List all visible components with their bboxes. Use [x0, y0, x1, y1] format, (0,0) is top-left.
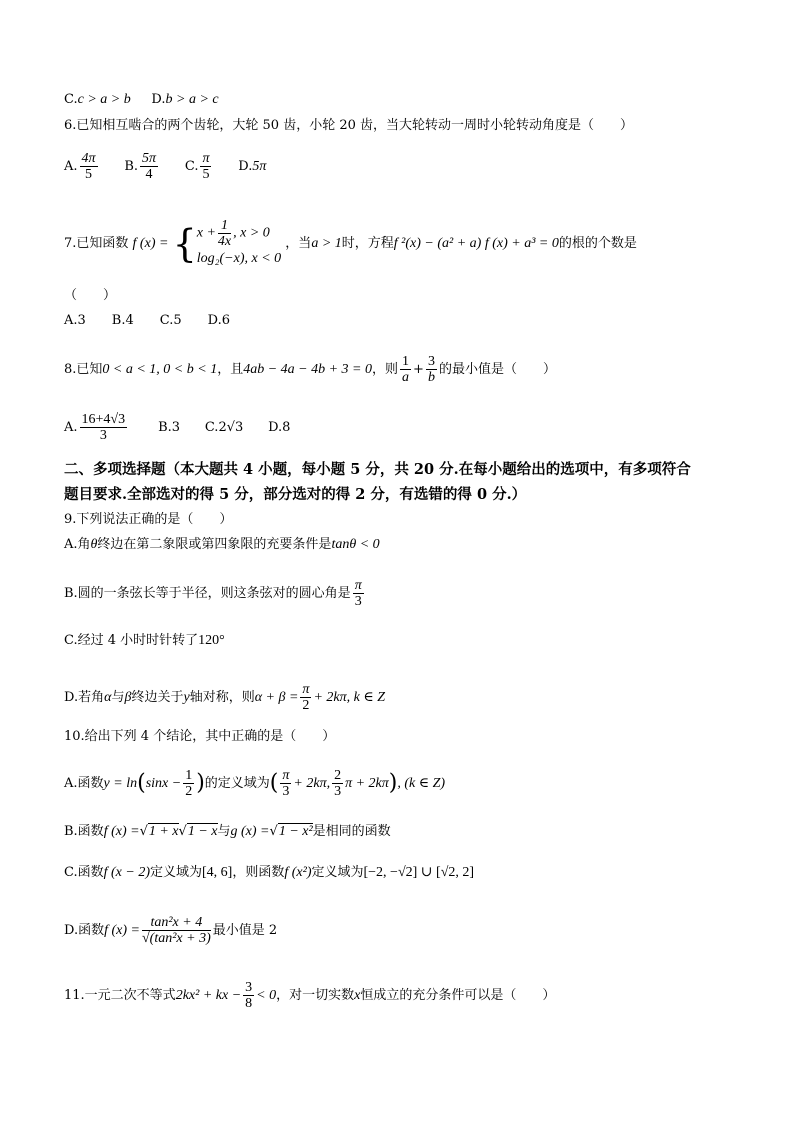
q8-c-label: C. — [204, 420, 219, 435]
q7-mid1: ，当 — [285, 236, 312, 251]
q9-option-a: A.角θ终边在第二象限或第四象限的充要条件是tanθ < 0 — [64, 537, 380, 552]
q8-plus: + — [413, 362, 424, 377]
q8-frac2: $\frac{3}{b}$ — [427, 354, 435, 385]
q6-a-frac: $\frac{4\pi}{5}$ — [81, 151, 96, 182]
q9-option-d: D.若角α与β终边关于y轴对称，则α + β = $\frac{\pi}{2}$ + 2kπ, k ∈ Z — [64, 682, 385, 713]
q7-fx: f (x) = — [132, 236, 169, 251]
q6-stem: 6.已知相互啮合的两个齿轮，大轮 50 齿，小轮 20 齿，当大轮转动一周时小轮转动角度是（ ） — [64, 118, 634, 133]
q7-tail: 的根的个数是 — [558, 236, 637, 251]
option-c-expr: c > a > b — [77, 92, 131, 107]
q8-eq: 4ab − 4a − 4b + 3 = 0 — [243, 362, 373, 377]
q10-option-b: B.函数f (x) =√1 + x√1 − x与g (x) =√1 − x²是相同的函数 — [64, 824, 391, 839]
q11-stem: 11.一元二次不等式2kx² + kx − $\frac{3}{8}$ < 0，对一切实数x恒成立的充分条件可以是（ ） — [64, 980, 556, 1011]
q9-option-c: C.经过 4 小时时针转了120° — [64, 633, 225, 648]
q7-options: A.3 B.4 C.5 D.6 — [64, 313, 230, 328]
q7-cond: a > 1 — [311, 236, 342, 251]
q8-a-frac: $\frac{16+4√3}{3}$ — [81, 412, 126, 443]
q8-tail: 的最小值是（ ） — [438, 362, 556, 377]
option-d-expr: b > a > c — [165, 92, 219, 107]
q6-d-label: D. — [238, 159, 253, 174]
option-c-label: C. — [64, 92, 78, 107]
q7-stem — [64, 218, 637, 269]
q9-option-b: B.圆的一条弦长等于半径，则这条弦对的圆心角是 $\frac{\pi}{3}$ — [64, 578, 362, 609]
option-d-label: D. — [151, 92, 166, 107]
q7-equation: f ²(x) − (a² + a) f (x) + a³ = 0 — [393, 236, 559, 251]
q7-paren: （ ） — [64, 288, 117, 303]
q10-option-a: A.函数y = ln(sinx − $\frac{1}{2}$ )的定义域为( $\frac{\pi}{3}$ + 2kπ, $\frac{2}{3}$ π + 2kπ), (k ∈ Z) — [64, 768, 446, 799]
q8-d: D.8 — [268, 420, 291, 435]
q8-mid: ，且 — [217, 362, 244, 377]
q6-a-label: A. — [64, 159, 78, 174]
q6-c-label: C. — [184, 159, 199, 174]
q7-cases: x + $\frac{1}{4x}$ , x > 0 log₂(−x), x < 0 — [196, 218, 282, 266]
q8-frac1: $\frac{1}{a}$ — [402, 354, 410, 385]
q8-b: B.3 — [158, 420, 181, 435]
q7-brace: { — [172, 221, 197, 266]
q6-c-frac: $\frac{\pi}{5}$ — [202, 151, 210, 182]
q6-d-value: 5π — [252, 159, 267, 174]
q10-stem: 10.给出下列 4 个结论，其中正确的是（ ） — [64, 729, 336, 744]
q8-lead: 8.已知 — [64, 362, 103, 377]
q8-mid2: ，则 — [372, 362, 399, 377]
section-heading-line1: 二、多项选择题（本大题共 4 小题，每小题 5 分，共 20 分.在每小题给出的选项中，有多项符合 — [64, 461, 691, 478]
q7-lead: 7.已知函数 — [64, 236, 129, 251]
q8-stem — [64, 354, 556, 385]
q6-b-frac: $\frac{5\pi}{4}$ — [142, 151, 157, 182]
q6-b-label: B. — [124, 159, 139, 174]
q10-option-d: D.函数f (x) = $\frac{\text{tan²x + 4}}{\text{√(tan²x + 3)}}$ 最小值是 2 — [64, 915, 278, 946]
q7-mid2: 时，方程 — [341, 236, 394, 251]
q8-c-value: 2√3 — [218, 420, 244, 435]
q10-option-c: C.函数f (x − 2)定义域为[4, 6]，则函数f (x²)定义域为[−2, −√2] ∪ [√2, 2] — [64, 865, 475, 880]
q5-options — [64, 91, 219, 109]
q9-stem: 9.下列说法正确的是（ ） — [64, 512, 233, 527]
q6-options — [64, 151, 266, 182]
section-heading-line2: 题目要求.全部选对的得 5 分，部分选对的得 2 分，有选错的得 0 分.） — [64, 486, 527, 503]
q8-options — [64, 412, 290, 443]
q8-a-label: A. — [64, 420, 78, 435]
q8-cond: 0 < a < 1, 0 < b < 1 — [102, 362, 218, 377]
